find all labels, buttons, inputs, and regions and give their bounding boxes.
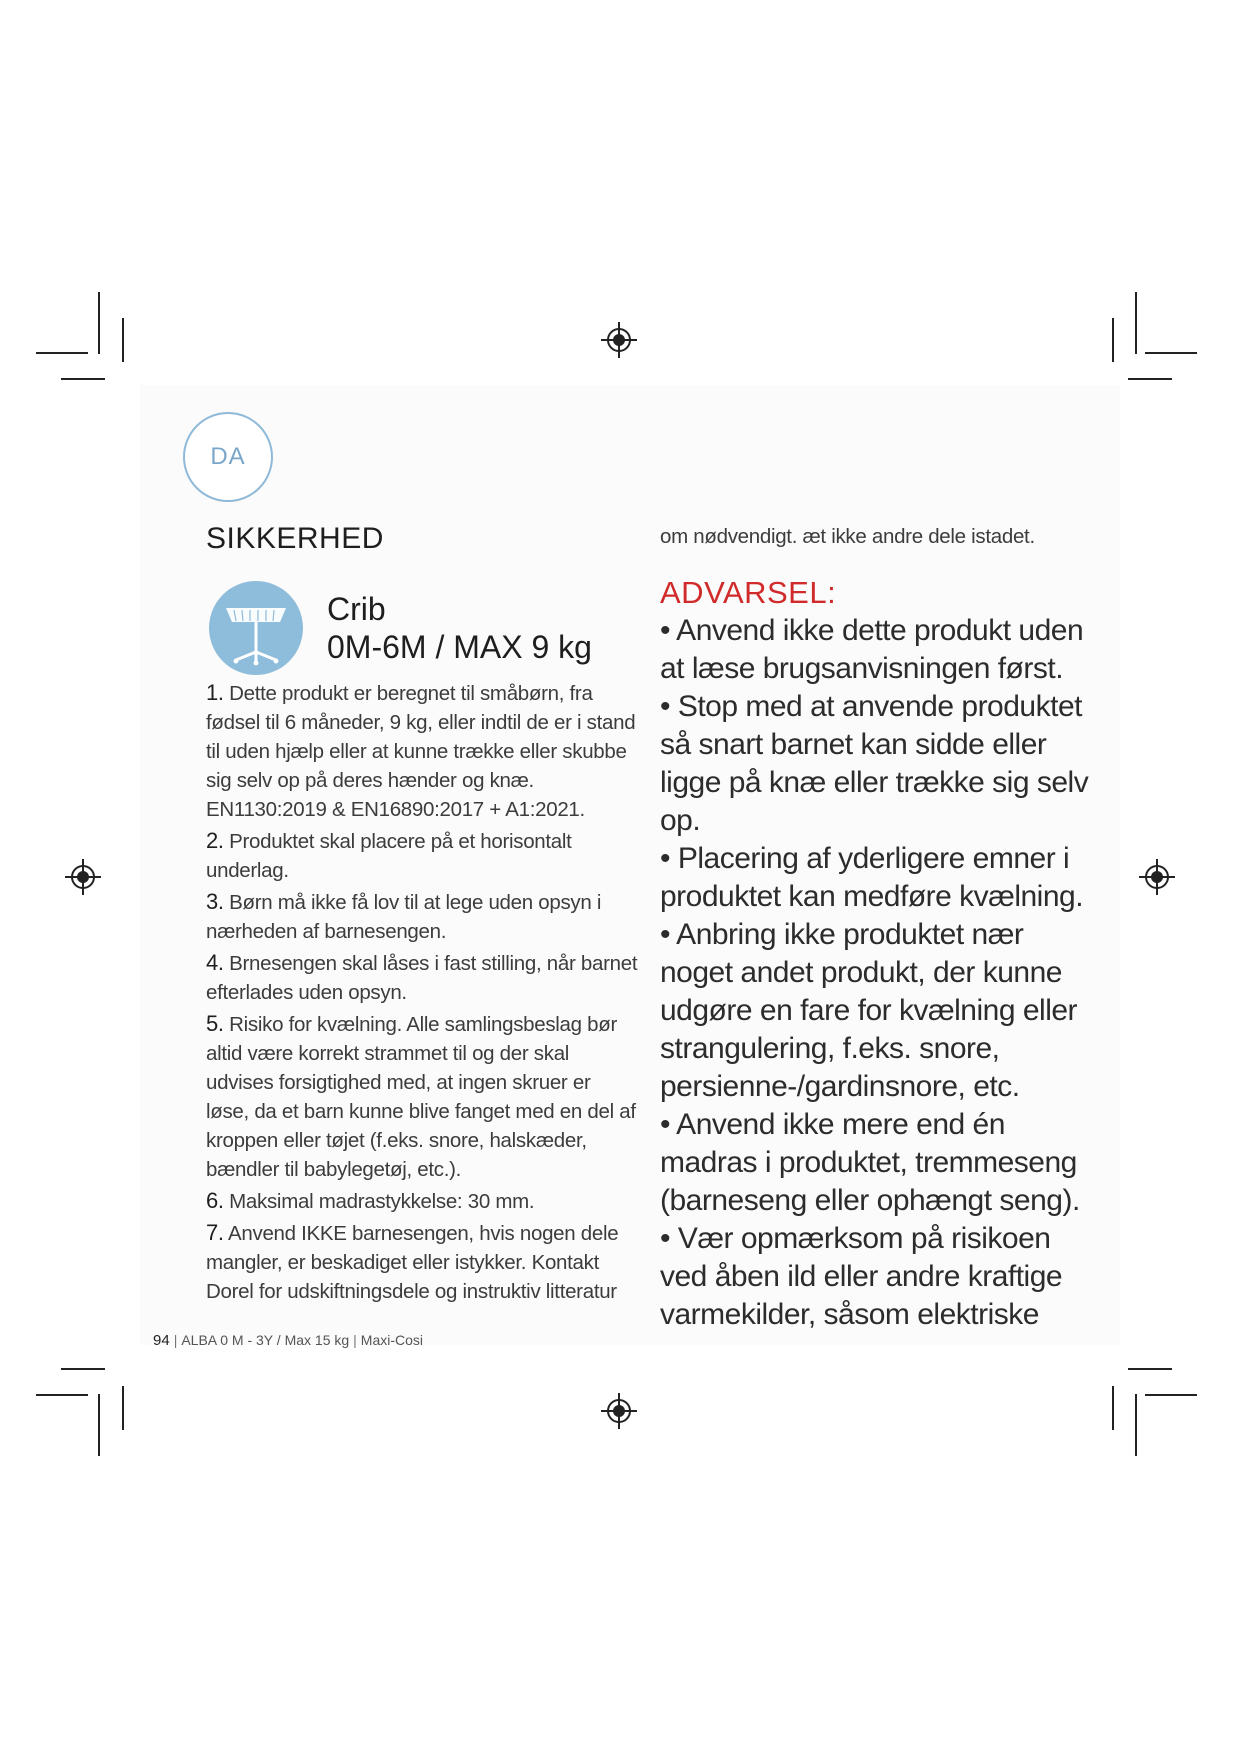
warning-item: • Placering af yderligere emner i produktet kan medføre kvælning. xyxy=(660,842,1084,913)
crop-mark xyxy=(1112,318,1114,362)
crop-mark xyxy=(98,1394,100,1456)
item-number: 4. xyxy=(206,950,224,975)
list-item xyxy=(206,948,638,1007)
footer-separator: | xyxy=(353,1332,357,1348)
crop-mark xyxy=(36,1394,88,1396)
list-item xyxy=(206,678,638,824)
warning-list xyxy=(660,612,1100,1334)
registration-mark-icon xyxy=(601,1393,637,1429)
product-name: Crib xyxy=(327,591,386,627)
item-number: 3. xyxy=(206,889,224,914)
warning-item: • Anvend ikke dette produkt uden at læse brugsanvisningen først. xyxy=(660,614,1084,685)
item-number: 5. xyxy=(206,1011,224,1036)
safety-list xyxy=(206,678,638,1308)
crop-mark xyxy=(122,1386,124,1430)
crop-mark xyxy=(1145,352,1197,354)
crop-mark xyxy=(122,318,124,362)
crop-mark xyxy=(1145,1394,1197,1396)
crop-mark xyxy=(61,1368,105,1370)
item-number: 2. xyxy=(206,828,224,853)
item-text: Anvend IKKE barnesengen, hvis nogen dele mangler, er beskadiget eller istykker. Kontakt Dorel for udskiftningsdele og instruktiv litteratur xyxy=(206,1222,619,1303)
crop-mark xyxy=(98,292,100,354)
item-number: 6. xyxy=(206,1188,224,1213)
item-number: 7. xyxy=(206,1220,224,1245)
section-title: SIKKERHED xyxy=(206,522,384,555)
product-title xyxy=(327,590,592,666)
registration-mark-icon xyxy=(601,322,637,358)
list-item xyxy=(206,826,638,885)
language-badge-label: DA xyxy=(210,443,246,470)
list-item xyxy=(206,1218,638,1306)
item-text: Børn må ikke få lov til at lege uden opsyn i nærheden af barnesengen. xyxy=(206,891,602,943)
language-badge xyxy=(183,412,273,502)
item-number: 1. xyxy=(206,680,224,705)
product-age-weight: 0M-6M / MAX 9 kg xyxy=(327,629,592,665)
registration-mark-icon xyxy=(65,859,101,895)
footer-separator: | xyxy=(173,1332,178,1348)
crop-mark xyxy=(1128,1368,1172,1370)
item-text: Dette produkt er beregnet til småbørn, fra fødsel til 6 måneder, 9 kg, eller indtil de er i stand til uden hjælp eller at kunne trække eller skubbe sig selv op på deres hænder og knæ. EN1130:2019 & EN16890:2017 + A1:2021. xyxy=(206,682,636,821)
warning-item: • Anvend ikke mere end én madras i produktet, tremmeseng (barneseng eller ophængt seng). xyxy=(660,1108,1080,1217)
page-number: 94 xyxy=(153,1332,170,1349)
crib-icon xyxy=(208,580,304,676)
list-item xyxy=(206,1186,638,1216)
item-text: Brnesengen skal låses i fast stilling, når barnet efterlades uden opsyn. xyxy=(206,952,638,1004)
warning-item: • Stop med at anvende produktet så snart barnet kan sidde eller ligge på knæ eller trække sig selv op. xyxy=(660,690,1089,837)
page-footer xyxy=(153,1332,423,1349)
warning-title: ADVARSEL: xyxy=(660,575,837,610)
item-text: Risiko for kvælning. Alle samlingsbeslag bør altid være korrekt strammet til og der skal udvises forsigtighed med, at ingen skruer er løse, da et barn kunne blive fanget med en del af kroppen eller tøjet (f.eks. snore, halskæder, bændler til babylegetøj, etc.). xyxy=(206,1013,636,1181)
footer-model: ALBA 0 M - 3Y / Max 15 kg xyxy=(181,1332,350,1348)
continuation-text: om nødvendigt. æt ikke andre dele istadet. xyxy=(660,525,1035,548)
crop-mark xyxy=(61,378,105,380)
crop-mark xyxy=(1135,292,1137,354)
crop-mark xyxy=(1135,1394,1137,1456)
item-text: Produktet skal placere på et horisontalt underlag. xyxy=(206,830,572,882)
registration-mark-icon xyxy=(1139,859,1175,895)
crop-mark xyxy=(1112,1386,1114,1430)
list-item xyxy=(206,887,638,946)
item-text: Maksimal madrastykkelse: 30 mm. xyxy=(229,1190,535,1213)
crop-mark xyxy=(1128,378,1172,380)
crop-mark xyxy=(36,352,88,354)
warning-item: • Vær opmærksom på risikoen ved åben ild eller andre kraftige varmekilder, såsom elektriske xyxy=(660,1222,1063,1331)
list-item xyxy=(206,1009,638,1184)
warning-item: • Anbring ikke produktet nær noget andet produkt, der kunne udgøre en fare for kvælning eller strangulering, f.eks. snore, persienne-/gardinsnore, etc. xyxy=(660,918,1078,1103)
footer-brand: Maxi-Cosi xyxy=(360,1332,424,1348)
